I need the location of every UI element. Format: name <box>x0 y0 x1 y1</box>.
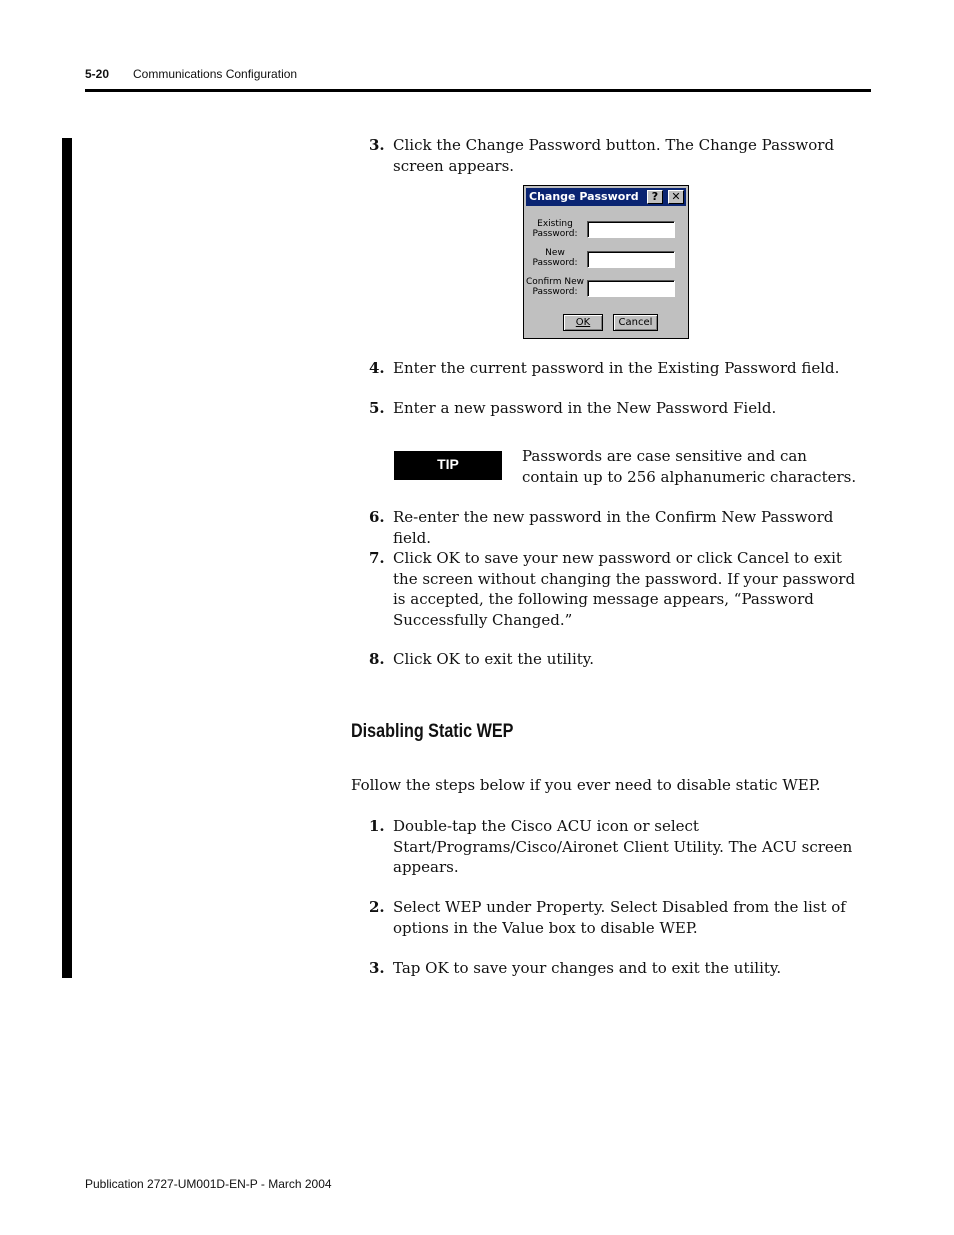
step-number: 2. <box>369 898 385 916</box>
step-text: Re-enter the new password in the Confirm New Password field. <box>393 508 834 547</box>
step-3 <box>369 135 869 177</box>
change-password-dialog <box>523 185 689 339</box>
step-6 <box>369 507 869 547</box>
wep-step-2 <box>369 897 869 939</box>
step-text: Click OK to save your new password or click Cancel to exit the screen without changing the password. If your password is accepted, the following message appears, “Password Successfully Changed.” <box>393 549 856 629</box>
step-number: 3. <box>369 959 385 977</box>
ok-button[interactable]: OK <box>563 314 603 331</box>
header-rule <box>85 89 871 92</box>
wep-step-1 <box>369 816 869 879</box>
step-number: 6. <box>369 508 385 526</box>
new-password-input[interactable] <box>587 251 675 268</box>
wep-step-3 <box>369 958 869 979</box>
publication-footer: Publication 2727-UM001D-EN-P - March 2004 <box>85 1177 332 1191</box>
help-button[interactable]: ? <box>647 190 663 204</box>
step-number: 7. <box>369 549 385 567</box>
cancel-button[interactable]: Cancel <box>613 314 658 331</box>
dialog-title-bar <box>526 188 686 206</box>
close-button[interactable]: ✕ <box>668 190 684 204</box>
step-4 <box>369 358 869 379</box>
chapter-title: Communications Configuration <box>133 67 298 81</box>
step-number: 5. <box>369 399 385 417</box>
step-5 <box>369 398 869 419</box>
confirm-password-label: Confirm New Password: <box>526 277 584 297</box>
dialog-title: Change Password <box>529 190 639 203</box>
new-password-label: New Password: <box>532 248 578 268</box>
step-text: Select WEP under Property. Select Disabled from the list of options in the Value box to disable WEP. <box>393 898 846 937</box>
page-number: 5-20 <box>85 67 110 81</box>
step-number: 8. <box>369 650 385 668</box>
step-number: 1. <box>369 817 385 835</box>
change-bar <box>62 138 72 978</box>
step-8 <box>369 649 869 670</box>
step-text: Enter the current password in the Existing Password field. <box>393 359 840 377</box>
step-text: Tap OK to save your changes and to exit the utility. <box>393 959 782 977</box>
step-text: Click OK to exit the utility. <box>393 650 595 668</box>
section-heading: Disabling Static WEP <box>351 721 514 742</box>
existing-password-label: Existing Password: <box>532 219 578 239</box>
confirm-password-input[interactable] <box>587 280 675 297</box>
tip-text: Passwords are case sensitive and can contain up to 256 alphanumeric characters. <box>522 447 857 486</box>
step-text: Enter a new password in the New Password Field. <box>393 399 777 417</box>
step-text: Click the Change Password button. The Change Password screen appears. <box>393 136 835 175</box>
tip-label: TIP <box>394 451 502 480</box>
step-number: 3. <box>369 136 385 154</box>
step-text: Double-tap the Cisco ACU icon or select Start/Programs/Cisco/Aironet Client Utility. The ACU screen appears. <box>393 817 853 876</box>
section-intro: Follow the steps below if you ever need to disable static WEP. <box>351 776 821 794</box>
step-7 <box>369 548 869 632</box>
existing-password-input[interactable] <box>587 221 675 238</box>
step-number: 4. <box>369 359 385 377</box>
